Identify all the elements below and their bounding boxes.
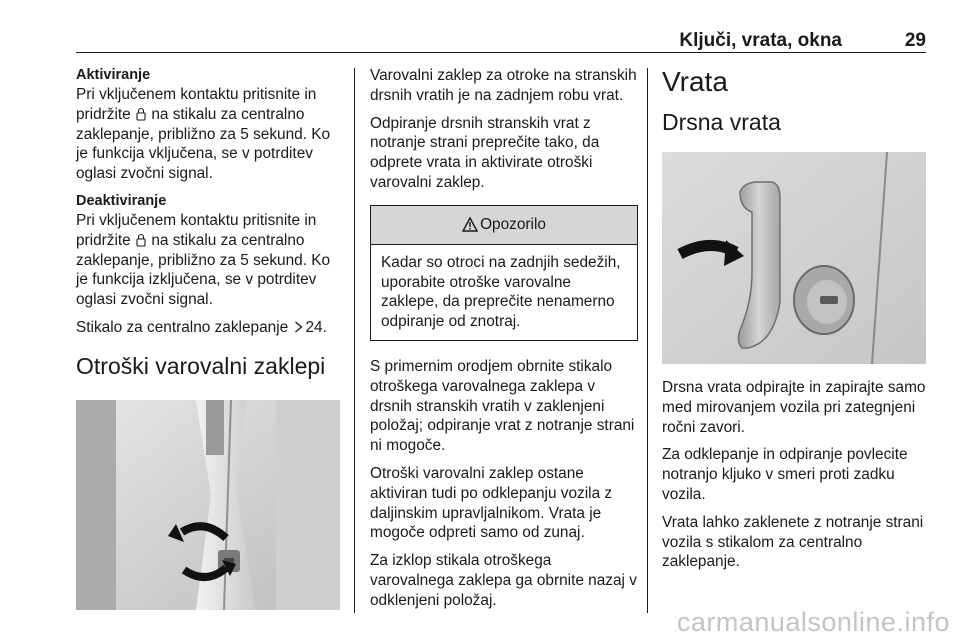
sliding-door-drawing <box>662 152 926 364</box>
warning-box <box>370 205 638 341</box>
reference-page: 24. <box>305 318 327 336</box>
column-3 <box>662 66 928 580</box>
page-reference-icon <box>294 321 303 333</box>
deactivation-paragraph <box>76 211 342 310</box>
warning-header <box>371 206 637 245</box>
chapter-title: Vrata <box>662 66 728 97</box>
deactivation-text-start: Pri vključenem kontaktu pritisnite in pridržite <box>76 211 317 249</box>
deactivation-heading: Deaktiviranje <box>76 192 167 209</box>
activation-heading: Aktiviranje <box>76 67 151 83</box>
child-lock-illustration <box>76 400 340 610</box>
warning-text: Kadar so otroci na zadnjih sedežih, uporabite otroške varovalne zaklepe, da preprečite nenamerno odpiranje od znotraj. <box>381 253 621 331</box>
paragraph-2: Za odklepanje in odpiranje povlecite notranjo kljuko v smeri proti zadku vozila. <box>662 446 908 503</box>
warning-triangle-icon <box>462 217 478 232</box>
page-header <box>76 28 926 54</box>
paragraph-3: Vrata lahko zaklenete z notranje strani vozila s stikalom za centralno zaklepanje. <box>662 513 924 571</box>
activation-paragraph <box>76 85 342 184</box>
column-divider-1 <box>354 68 355 613</box>
paragraph-2: Otroški varovalni zaklep ostane aktiviran tudi po odklepanju vozila z daljinskim upravljalnikom. Vrata je mogoče odpreti samo od zunaj. <box>370 464 613 542</box>
child-lock-drawing <box>76 400 340 610</box>
warning-title: Opozorilo <box>480 215 546 233</box>
lock-icon <box>136 233 146 247</box>
activation-text-start: Pri vključenem kontaktu pritisnite in pridržite <box>76 86 317 123</box>
column-1 <box>76 66 342 610</box>
section-title-child-locks: Otroški varovalni zaklepi <box>76 352 326 379</box>
reference-paragraph[interactable] <box>76 318 342 338</box>
paragraph-3: Za izklop stikala otroškega varovalnega zaklepa ga obrnite nazaj v odklenjeni položaj. <box>370 552 637 609</box>
deactivation-text-end: na stikalu za centralno zaklepanje, približno za 5 sekund. Ko je funkcija izključena, se v potrditev oglasi zvočni signal. <box>76 231 331 309</box>
paragraph-1: S primernim orodjem obrnite stikalo otroškega varovalnega zaklepa v drsnih stranskih vratih v zaklenjeni položaj; odpiranje vrat z notranje strani ni mogoče. <box>370 357 635 455</box>
header-title: Ključi, vrata, okna <box>679 30 842 51</box>
intro-paragraph-2: Odpiranje drsnih stranskih vrat z notranje strani preprečite tako, da odprete vrata in aktivirate otroški varovalni zaklep. <box>370 114 600 191</box>
header-rule <box>76 52 926 53</box>
lock-icon <box>136 107 146 121</box>
paragraph-1: Drsna vrata odpirajte in zapirajte samo med mirovanjem vozila pri zategnjeni ročni zavori. <box>662 379 926 436</box>
column-2 <box>370 66 638 619</box>
watermark: carmanualsonline.info <box>676 607 950 637</box>
column-divider-2 <box>647 68 648 613</box>
intro-paragraph-1: Varovalni zaklep za otroke na stranskih drsnih vratih je na zadnjem robu vrat. <box>370 67 637 104</box>
page-number: 29 <box>904 30 926 51</box>
reference-text: Stikalo za centralno zaklepanje <box>76 318 289 336</box>
sliding-door-illustration <box>662 152 926 364</box>
section-title-sliding-door: Drsna vrata <box>662 109 781 135</box>
activation-text-end: na stikalu za centralno zaklepanje, približno za 5 sekund. Ko je funkcija vključena, se v potrditev oglasi zvočni signal. <box>76 105 331 183</box>
